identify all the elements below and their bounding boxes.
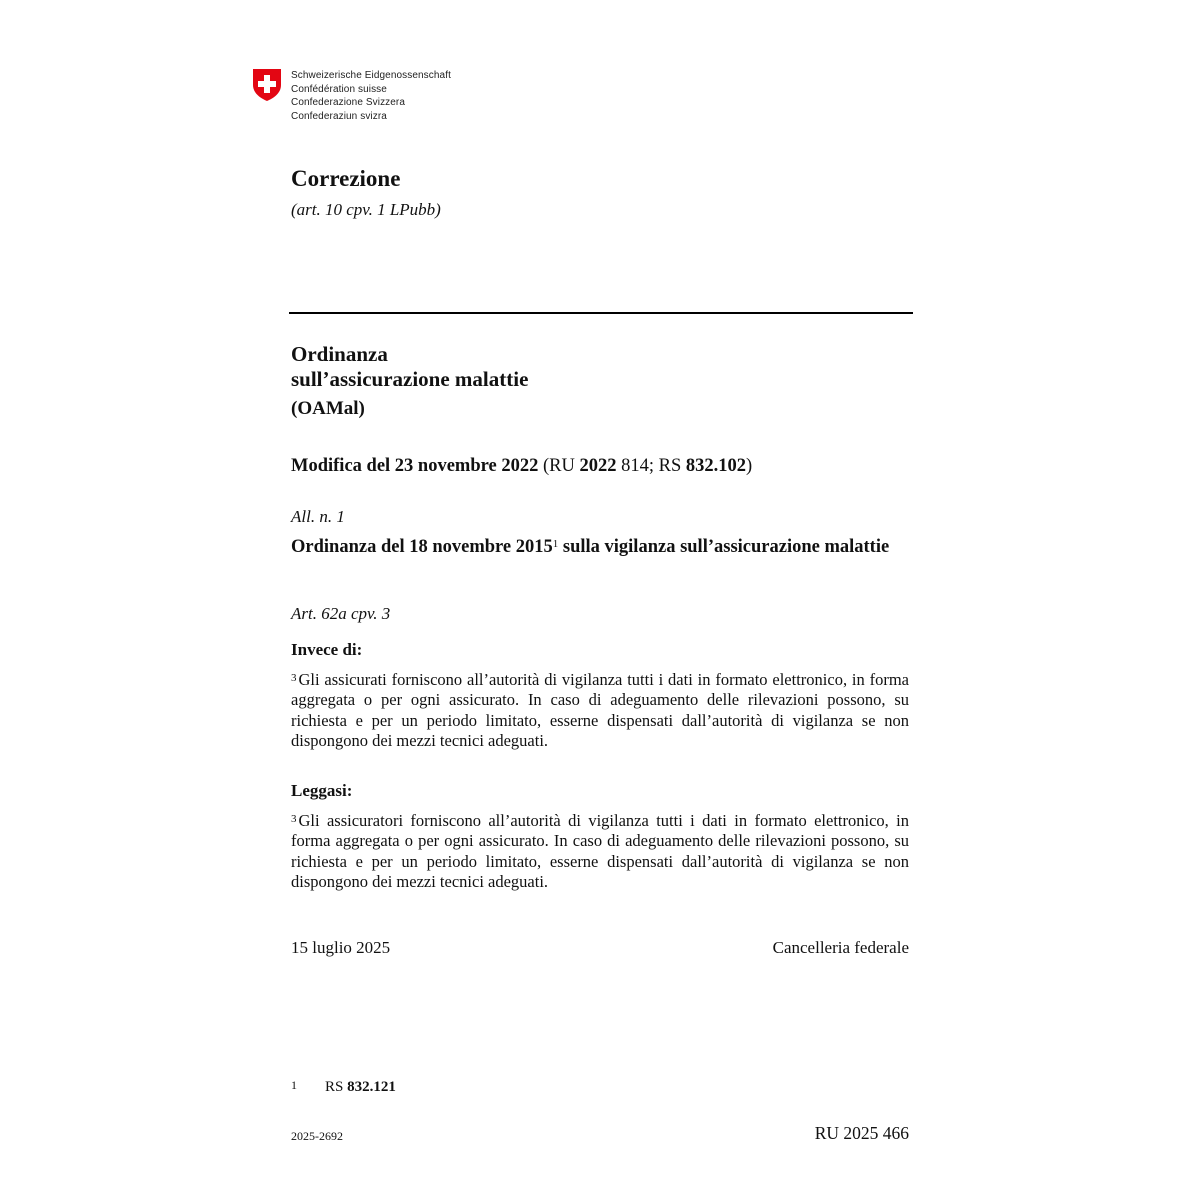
confederation-name-de: Schweizerische Eidgenossenschaft bbox=[291, 70, 451, 81]
swiss-cross-shield-icon bbox=[252, 68, 282, 102]
paragraph-number: 3 bbox=[291, 813, 297, 825]
document-subtitle: (art. 10 cpv. 1 LPubb) bbox=[291, 200, 441, 219]
footnote-prefix: RS bbox=[325, 1079, 348, 1095]
publication-date: 15 luglio 2025 bbox=[291, 938, 391, 957]
ordinance-title bbox=[291, 342, 528, 392]
footnote-text bbox=[325, 1079, 396, 1096]
original-text: Gli assicurati forniscono all’autorità di vigilanza tutti i dati in formato elettronico, in forma aggregata o per ogni assicurato. In caso di adeguamento delle rilevazioni possono, su richiesta e per un periodo limitato, esserne dispensati dall’autorità di vigilanza se non dispongono dei mezzi tecnici adeguati. bbox=[291, 670, 909, 750]
annex-title-part1: Ordinanza del 18 novembre 2015 bbox=[291, 537, 553, 557]
footnote-marker[interactable]: 1 bbox=[552, 538, 559, 550]
corrected-text: Gli assicuratori forniscono all’autorità di vigilanza tutti i dati in formato elettronico, in forma aggregata o per ogni assicurato. In caso di adeguamento delle rilevazioni possono, su richiesta e per un periodo limitato, esserne dispensati dall’autorità di vigilanza se non dispongono dei mezzi tecnici adeguati. bbox=[291, 811, 909, 891]
ru-label: (RU bbox=[538, 456, 580, 476]
article-reference: Art. 62a cpv. 3 bbox=[291, 604, 391, 623]
official-compilation-reference: RU 2025 466 bbox=[814, 1123, 909, 1143]
paragraph-number: 3 bbox=[291, 672, 297, 684]
annex-title-part2: sulla vigilanza sull’assicurazione malattie bbox=[558, 537, 890, 557]
annex-reference: All. n. 1 bbox=[291, 507, 345, 526]
ordinance-title-line2: sull’assicurazione malattie bbox=[291, 367, 529, 391]
original-text-paragraph bbox=[291, 668, 909, 751]
ordinance-title-line1: Ordinanza bbox=[291, 342, 388, 366]
federal-logo bbox=[252, 68, 492, 128]
footnote-reference: 832.121 bbox=[347, 1079, 396, 1095]
instead-of-label: Invece di: bbox=[291, 640, 363, 659]
rs-number: 832.102 bbox=[685, 456, 746, 476]
read-label: Leggasi: bbox=[291, 781, 353, 800]
ru-page: 814; RS bbox=[616, 456, 686, 476]
document-number: 2025-2692 bbox=[291, 1129, 343, 1143]
confederation-name-fr: Confédération suisse bbox=[291, 83, 387, 95]
modification-date: Modifica del 23 novembre 2022 bbox=[291, 456, 539, 476]
issuing-authority: Cancelleria federale bbox=[772, 938, 909, 957]
title-divider bbox=[289, 312, 913, 314]
annex-title bbox=[291, 534, 911, 557]
confederation-name-rm: Confederaziun svizra bbox=[291, 110, 387, 122]
document-title: Correzione bbox=[291, 166, 401, 191]
modification-line bbox=[291, 456, 752, 477]
modification-close: ) bbox=[746, 456, 753, 476]
footnote-number: 1 bbox=[291, 1078, 297, 1092]
ordinance-abbreviation: (OAMal) bbox=[291, 398, 365, 419]
confederation-names bbox=[291, 69, 451, 123]
corrected-text-paragraph bbox=[291, 809, 909, 892]
ru-year: 2022 bbox=[579, 456, 617, 476]
confederation-name-it: Confederazione Svizzera bbox=[291, 97, 406, 109]
